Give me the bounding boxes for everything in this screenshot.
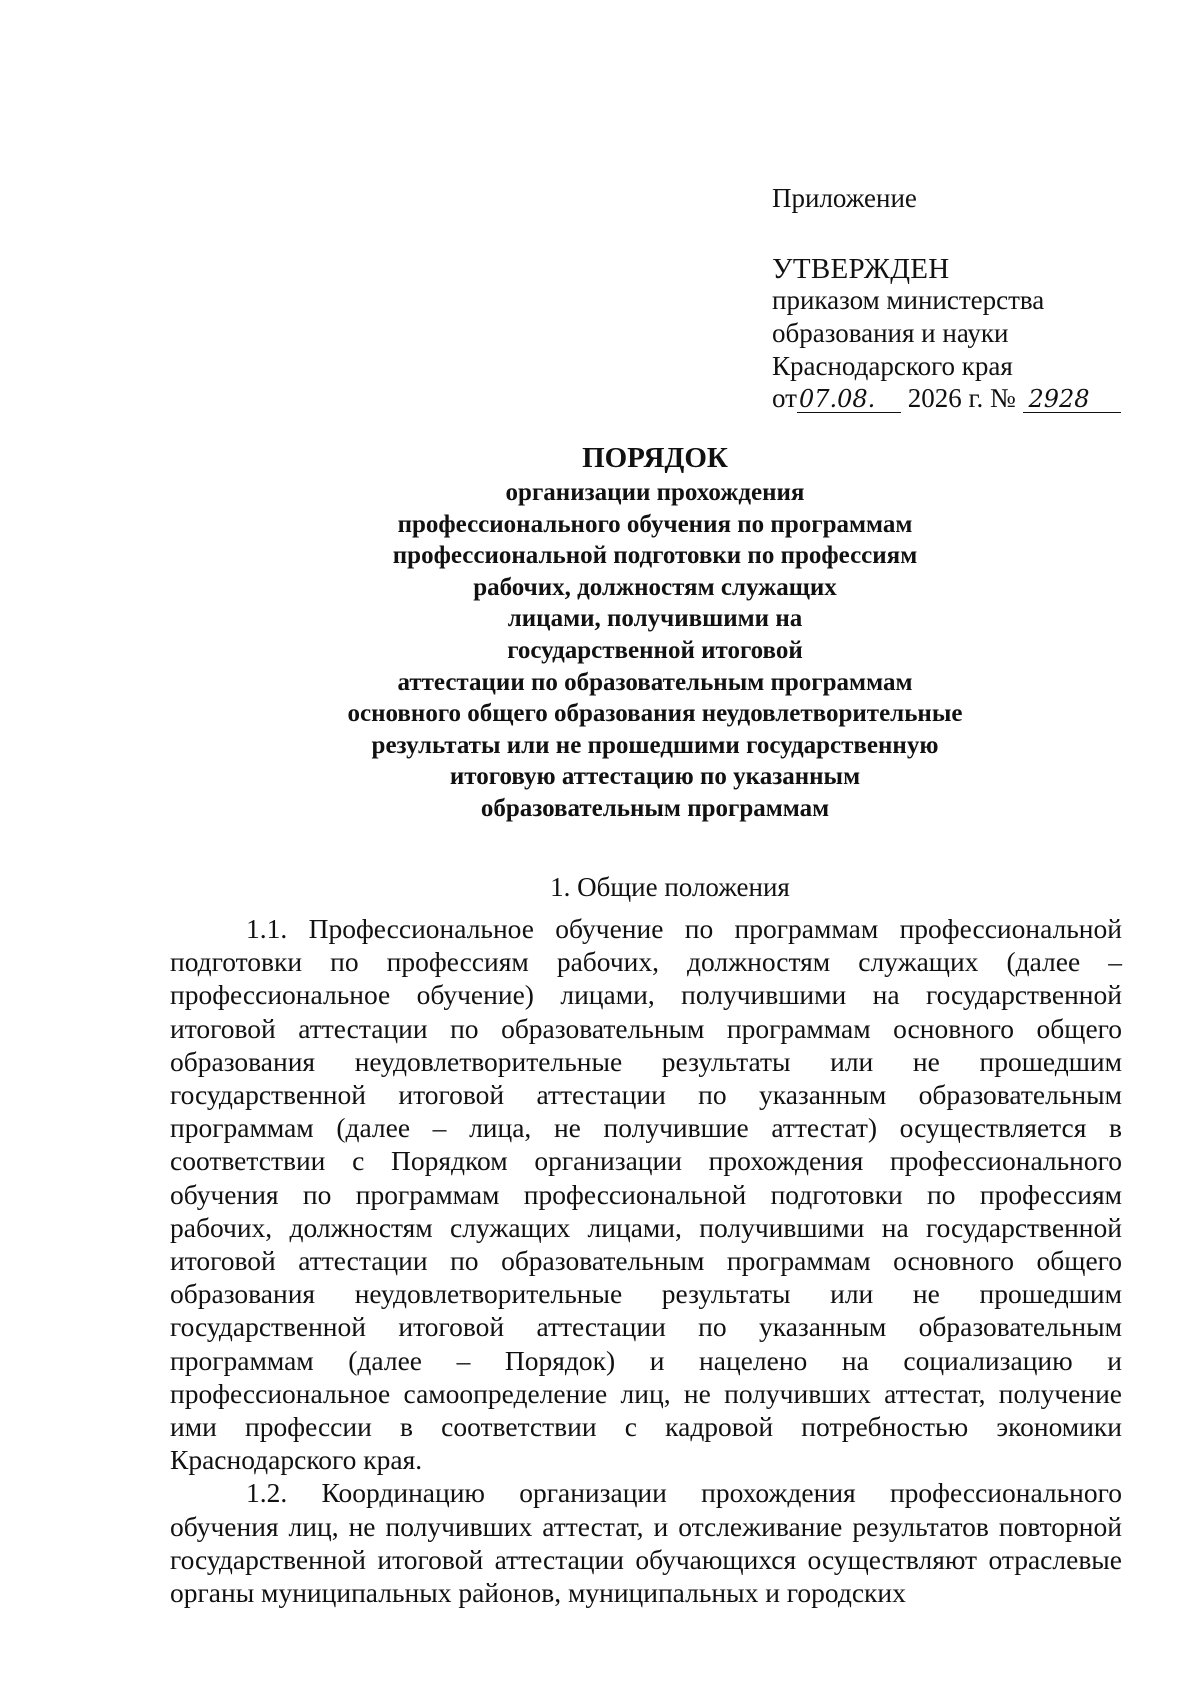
subtitle-line: основного общего образования неудовлетворительные [347,700,963,728]
order-year: 2026 г. № [907,383,1016,413]
section-body [170,912,1122,1609]
subtitle-line: результаты или не прошедшими государственную [371,731,939,759]
order-date-handwritten: 07.08. [797,386,901,413]
appendix-label: Приложение [772,183,917,213]
subtitle-line: государственной итоговой [507,636,803,664]
subtitle-line: организации прохождения [505,479,805,506]
subtitle-line: лицами, получившими на [507,605,803,633]
section-heading: 1. Общие положения [550,872,790,902]
subtitle-line: рабочих, должностям служащих [473,573,837,601]
approval-line: приказом министерства [772,285,1045,315]
subtitle-line: итоговую аттестацию по указанным [449,763,861,791]
subtitle-line: профессионального обучения по программам [397,510,913,538]
approval-block [772,284,1044,383]
approved-title: УТВЕРЖДЕН [772,253,950,285]
document-subtitle [0,477,1200,825]
subtitle-line: образовательным программам [480,794,830,822]
order-reference [772,382,1121,415]
approval-line: Краснодарского края [772,351,1013,381]
subtitle-line: аттестации по образовательным программам [397,668,913,696]
subtitle-line: профессиональной подготовки по профессиям [392,542,918,570]
paragraph: 1.1. Профессиональное обучение по программам профессиональной подготовки по профессиям рабочих, должностям служащих (далее – профессиональное обучение) лицами, получившими на государственной итоговой аттестации по образовательным программам основного общего образования неудовлетворительные результаты или не прошедшим государственной итоговой аттестации по указанным образовательным программам (далее – лица, не получившие аттестат) осуществляется в соответствии с Порядком организации прохождения профессионального обучения по программам профессиональной подготовки по профессиям рабочих, должностям служащих лицами, получившими на государственной итоговой аттестации по образовательным программам основного общего образования неудовлетворительные результаты или не прошедшим государственной итоговой аттестации по указанным образовательным программам (далее – Порядок) и нацелено на социализацию и профессиональное самоопределение лиц, не получивших аттестат, получение ими профессии в соответствии с кадровой потребностью экономики Краснодарского края. [170,913,1122,1476]
document-title: ПОРЯДОК [582,442,728,474]
approval-line: образования и науки [772,318,1009,348]
order-prefix: от [772,383,797,413]
order-number-handwritten: 2928 [1023,386,1121,413]
paragraph: 1.2. Координацию организации прохождения профессионального обучения лиц, не получивших аттестат, и отслеживание результатов повторной государственной итоговой аттестации обучающихся осуществляют отраслевые органы муниципальных районов, муниципальных и городских [170,1477,1122,1609]
